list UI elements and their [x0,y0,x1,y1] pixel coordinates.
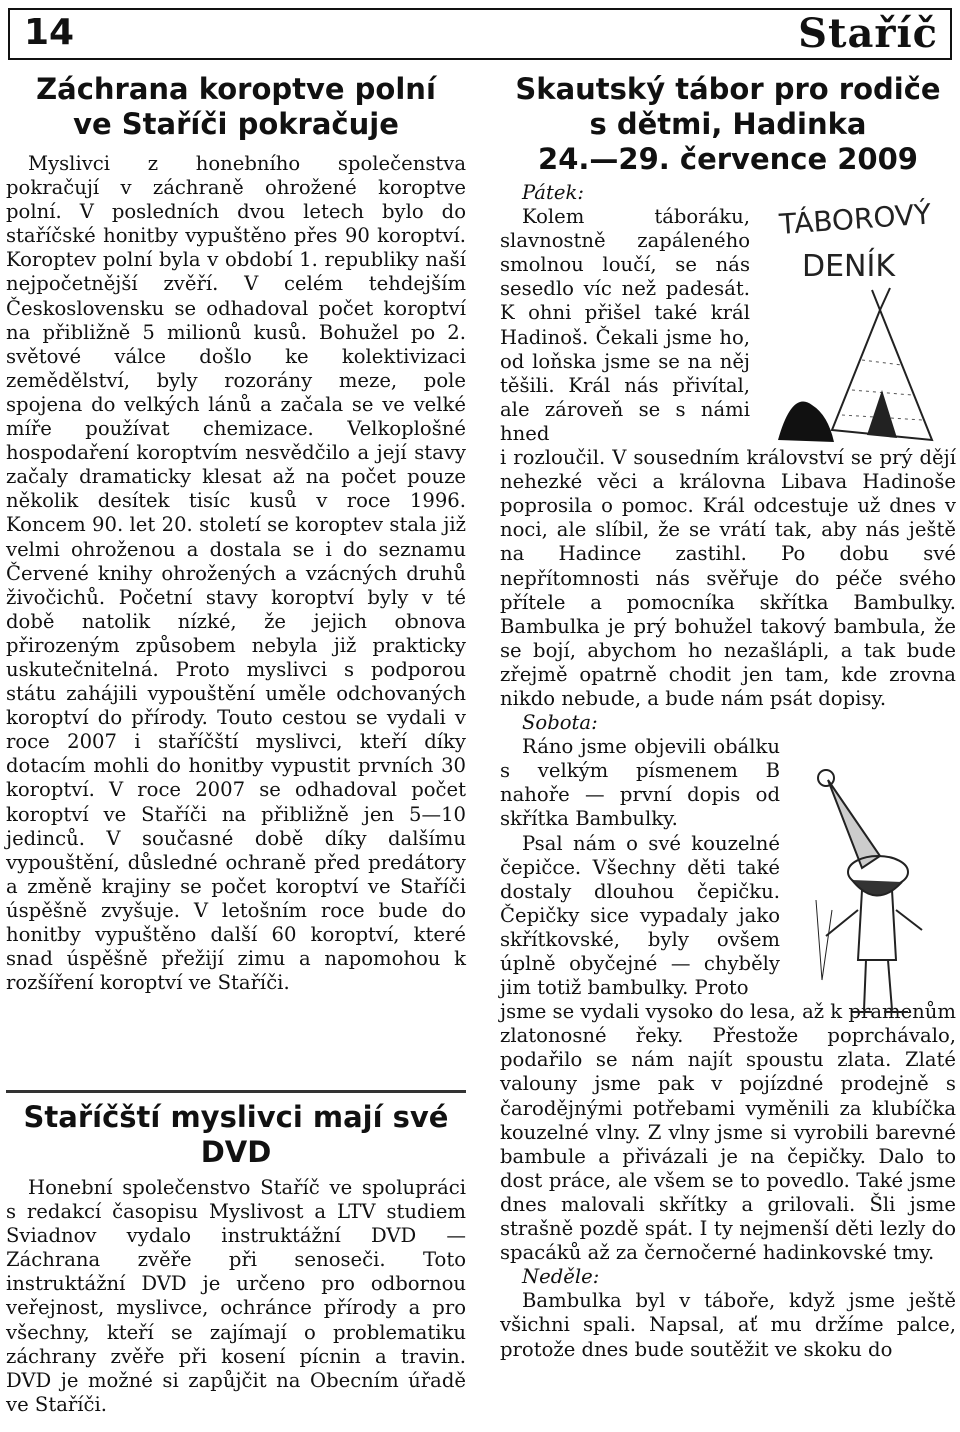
article-partridge [6,72,466,995]
article-partridge-title [6,72,466,142]
friday-text-part2: i rozloučil. V sousedním království se prý dějí nehezké věci a královna Libava Hadinoše poprosila o pomoc. Král odcestuje už dnes v noci, ale slíbil, že se vrátí tak, aby nás ještě na Hadince zastihl. Po dobu své nepřítomnosti nás svěřuje do péče svého přítele a pomocníka skřítka Bambulky. Bambulka je prý bohužel takový bambula, že se bojí, abychom ho nezašlápli, a tak bude zřejmě opatrně chodit jen tam, kde zrovna nikdo nebude, a bude nám psát dopisy. [500,446,956,710]
tipi-icon [832,288,932,440]
sunday-text: Bambulka byl v táboře, když jsme ještě všichni spali. Napsal, ať mu držíme palce, protože dnes bude soutěžit ve skoku do [500,1289,956,1361]
drawing-label-line1: TÁBOROVÝ [778,197,933,241]
article-scout-title [500,72,956,177]
friday-text-part1: Kolem táboráku, slavnostně zapáleného smolnou loučí, se nás sesedlo víc než padesát. K ohni přišel také král Hadinoš. Čekali jsme ho, od loňska jsme se na něj těšili. Král nás přivítal, ale zároveň se s námi hned [500,205,750,445]
title-line-2: s dětmi, Hadinka [589,107,867,141]
title-line-3: 24.—29. července 2009 [538,142,918,176]
title-line-2: DVD [200,1135,272,1169]
day-saturday-label: Sobota: [522,711,598,735]
page-number: 14 [24,12,75,53]
saturday-text-part2: Psal nám o své kouzelné čepičce. Všechny děti také dostaly dlouhou čepičku. Čepičky sice vypadaly jako skřítkovské, byly ovšem úplně obyčejné — chyběly jim totiž bambulky. Proto [500,831,780,1000]
saturday-text-part1: Ráno jsme objevili obálku s velkým písmenem B nahoře — první dopis od skřítka Bambulky. [500,735,780,831]
page-header [8,8,952,60]
gnome-drawing [792,760,960,1040]
title-line-1: Záchrana koroptve polní [36,72,436,106]
title-line-1: Skautský tábor pro rodiče [515,72,941,106]
drawing-label-line2: DENÍK [802,249,896,284]
mound-icon [778,402,834,442]
title-line-2: ve Staříči pokračuje [73,107,399,141]
article-divider [6,1090,466,1093]
day-sunday-label: Neděle: [522,1265,600,1289]
day-friday-label: Pátek: [522,181,584,204]
title-line-1: Staříčští myslivci mají své [23,1100,449,1134]
camp-diary-drawing [772,190,960,460]
article-dvd-body: Honební společenstvo Staříč ve spolupráci s redakcí časopisu Myslivost a LTV studiem Sviadnov vydalo instruktážní DVD — Záchrana zvěře při senoseči. Toto instruktážní DVD je určeno pro odbornou veřejnost, myslivce, ochránce přírody a pro všechny, kteří se zajímají o problematiku záchrany zvěře při kosení pícnin a travin. DVD je možné si zapůjčit na Obecním úřadě ve Staříči. [6,1176,466,1416]
gnome-icon [816,770,922,1012]
article-dvd [6,1100,466,1417]
article-partridge-body: Myslivci z honebního společenstva pokračují v záchraně ohrožené koroptve polní. V posledních dvou letech bylo do staříčské honitby vypuštěno přes 90 koroptví. Koroptev polní byla v období 1. republiky naší nejpočetnější zvěří. V celém tehdejším Československu se odhadoval počet koroptví na přibližně 5 milionů kusů. Bohužel po 2. světové válce došlo ke kolektivizaci zemědělství, byly rozorány meze, pole spojena do velkých lánů a začala se ve velké míře používat chemizace. Velkoplošné hospodaření koroptvím nesvědčilo a její stavy začaly dramaticky klesat až na počet pouze několik desítek tisíc kusů v roce 1996. Koncem 90. let 20. století se koroptev stala již velmi ohroženou a dostala se i do seznamu Červené knihy ohrožených a vzácných druhů živočichů. Početní stavy koroptví byly v té době natolik nízké, že jejich obnova přirozeným způsobem nebyla již prakticky uskutečnitelná. Proto myslivci s podporou státu zahájili vypouštění uměle odchovaných koroptví do přírody. Touto cestou se vydali v roce 2007 i staříčští myslivci, kteří díky dotacím mohli do honitby vypustit prvních 30 koroptví. V roce 2007 se odhadoval počet koroptví ve Staříči na přibližně jen 5—10 jedinců. V současné době díky dalšímu vypouštění, důsledné ochraně před predátory a změně krajiny se počet koroptví ve Staříči úspěšně zvyšuje. V letošním roce bude do honitby vypuštěno další 60 koroptví, které snad úspěšně přežijí zimu a napomohou k rozšíření koroptví ve Staříči. [6,152,466,995]
masthead-title: Staříč [798,10,938,57]
article-dvd-title [6,1100,466,1170]
saturday-text-part3: jsme se vydali vysoko do lesa, až k pramenům zlatonosné řeky. Přestože poprchávalo, podařilo se nám najít spoustu zlata. Zlaté valouny jsme pak v pojízdné prodejně s čarodějnými potřebami vyměnili za klubíčka kouzelné vlny. Z vlny jsme si vyrobili barevné bambule a přivázali je na čepičky. Dalo to dost práce, ale všem se to povedlo. Také jsme dnes malovali skřítky a grilovali. Šli jsme strašně pozdě spát. I ty nejmenší děti lezly do spacáků až za černočerné hadinkovské tmy. [500,1000,956,1265]
